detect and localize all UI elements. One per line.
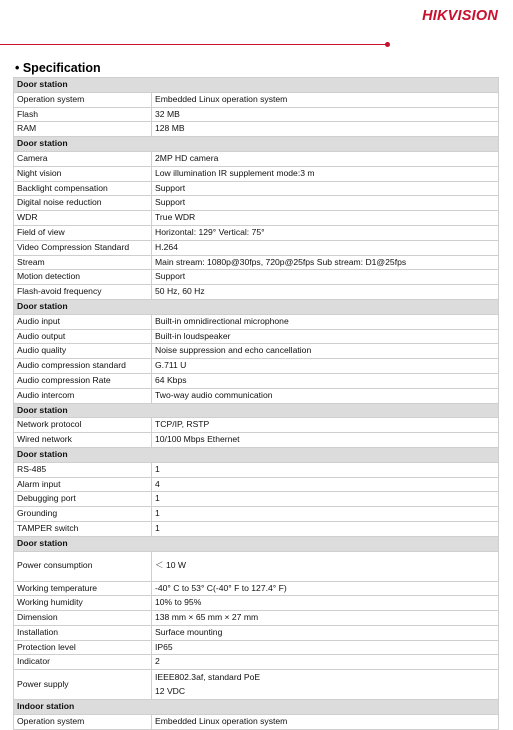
spec-key: Audio compression Rate <box>14 373 152 388</box>
spec-key: Audio input <box>14 314 152 329</box>
section-header-row <box>14 137 499 152</box>
spec-key: Video Compression Standard <box>14 240 152 255</box>
spec-value: Main stream: 1080p@30fps, 720p@25fps Sub stream: D1@25fps <box>152 255 499 270</box>
spec-value: Surface mounting <box>152 625 499 640</box>
spec-key: Operation system <box>14 715 152 730</box>
spec-key: Power consumption <box>14 551 152 581</box>
spec-row <box>14 596 499 611</box>
spec-row <box>14 166 499 181</box>
section-header: Door station <box>14 536 499 551</box>
spec-value: ＜ 10 W <box>152 551 499 581</box>
spec-value: Embedded Linux operation system <box>152 715 499 730</box>
spec-key: Working humidity <box>14 596 152 611</box>
spec-key: Digital noise reduction <box>14 196 152 211</box>
spec-row <box>14 521 499 536</box>
spec-key: Audio output <box>14 329 152 344</box>
spec-row <box>14 225 499 240</box>
spec-row <box>14 240 499 255</box>
spec-row <box>14 625 499 640</box>
spec-value: 1 <box>152 462 499 477</box>
header-rule <box>0 44 386 45</box>
spec-key: Audio compression standard <box>14 359 152 374</box>
spec-value <box>152 670 499 700</box>
spec-value: Noise suppression and echo cancellation <box>152 344 499 359</box>
spec-key: Debugging port <box>14 492 152 507</box>
spec-key: WDR <box>14 211 152 226</box>
spec-key: Camera <box>14 151 152 166</box>
spec-key: Indicator <box>14 655 152 670</box>
section-header-row <box>14 536 499 551</box>
section-header-row <box>14 299 499 314</box>
spec-row <box>14 418 499 433</box>
spec-value: 128 MB <box>152 122 499 137</box>
spec-value: Built-in omnidirectional microphone <box>152 314 499 329</box>
spec-key: Audio quality <box>14 344 152 359</box>
spec-key: RS-485 <box>14 462 152 477</box>
spec-row <box>14 122 499 137</box>
spec-value: Embedded Linux operation system <box>152 92 499 107</box>
spec-value: H.264 <box>152 240 499 255</box>
specification-table <box>13 77 499 730</box>
spec-key: Motion detection <box>14 270 152 285</box>
spec-row <box>14 285 499 300</box>
spec-row <box>14 211 499 226</box>
section-header-row <box>14 78 499 93</box>
spec-key: Power supply <box>14 670 152 700</box>
spec-value-line: IEEE802.3af, standard PoE <box>155 671 261 682</box>
spec-row <box>14 181 499 196</box>
spec-row <box>14 655 499 670</box>
spec-row <box>14 507 499 522</box>
spec-row <box>14 196 499 211</box>
section-header: Door station <box>14 403 499 418</box>
spec-key: Field of view <box>14 225 152 240</box>
spec-row <box>14 107 499 122</box>
spec-value: Horizontal: 129° Vertical: 75° <box>152 225 499 240</box>
spec-value: G.711 U <box>152 359 499 374</box>
spec-row <box>14 640 499 655</box>
spec-key: Wired network <box>14 433 152 448</box>
section-header-row <box>14 403 499 418</box>
section-header: Door station <box>14 78 499 93</box>
spec-value: 4 <box>152 477 499 492</box>
spec-value: Support <box>152 270 499 285</box>
spec-row <box>14 388 499 403</box>
spec-value: Two-way audio communication <box>152 388 499 403</box>
spec-row <box>14 255 499 270</box>
spec-row <box>14 433 499 448</box>
spec-value: 10/100 Mbps Ethernet <box>152 433 499 448</box>
spec-row <box>14 492 499 507</box>
spec-key: Alarm input <box>14 477 152 492</box>
spec-value: 10% to 95% <box>152 596 499 611</box>
spec-value: True WDR <box>152 211 499 226</box>
spec-key: Stream <box>14 255 152 270</box>
section-header: Door station <box>14 299 499 314</box>
spec-value: Built-in loudspeaker <box>152 329 499 344</box>
section-header: Door station <box>14 447 499 462</box>
spec-row <box>14 359 499 374</box>
header-rule-dot <box>385 42 390 47</box>
spec-row <box>14 477 499 492</box>
spec-key: Flash-avoid frequency <box>14 285 152 300</box>
spec-row <box>14 329 499 344</box>
spec-row <box>14 151 499 166</box>
spec-value: -40° C to 53° C(-40° F to 127.4° F) <box>152 581 499 596</box>
section-header: Door station <box>14 137 499 152</box>
section-header-row <box>14 700 499 715</box>
spec-row <box>14 462 499 477</box>
spec-value: Support <box>152 181 499 196</box>
spec-key: Installation <box>14 625 152 640</box>
spec-value: 1 <box>152 521 499 536</box>
spec-value: 1 <box>152 492 499 507</box>
spec-row <box>14 373 499 388</box>
page-title: • Specification <box>15 61 101 75</box>
spec-row <box>14 314 499 329</box>
spec-key: Audio intercom <box>14 388 152 403</box>
spec-value: 32 MB <box>152 107 499 122</box>
spec-row <box>14 611 499 626</box>
spec-value: 2 <box>152 655 499 670</box>
spec-row <box>14 344 499 359</box>
spec-value: 2MP HD camera <box>152 151 499 166</box>
spec-row <box>14 581 499 596</box>
spec-value: TCP/IP, RSTP <box>152 418 499 433</box>
spec-key: Protection level <box>14 640 152 655</box>
spec-value: Low illumination IR supplement mode:3 m <box>152 166 499 181</box>
spec-row <box>14 270 499 285</box>
spec-key: RAM <box>14 122 152 137</box>
spec-key: TAMPER switch <box>14 521 152 536</box>
spec-key: Dimension <box>14 611 152 626</box>
spec-row <box>14 92 499 107</box>
spec-value: 64 Kbps <box>152 373 499 388</box>
spec-value: 1 <box>152 507 499 522</box>
spec-value: IP65 <box>152 640 499 655</box>
spec-key: Backlight compensation <box>14 181 152 196</box>
spec-value-line: 12 VDC <box>155 685 186 696</box>
spec-row <box>14 551 499 581</box>
spec-key: Night vision <box>14 166 152 181</box>
section-header: Indoor station <box>14 700 499 715</box>
section-header-row <box>14 447 499 462</box>
spec-value: Support <box>152 196 499 211</box>
spec-key: Flash <box>14 107 152 122</box>
spec-row <box>14 715 499 730</box>
spec-key: Grounding <box>14 507 152 522</box>
spec-value: 138 mm × 65 mm × 27 mm <box>152 611 499 626</box>
brand-logo: HIKVISION <box>422 8 498 24</box>
spec-key: Working temperature <box>14 581 152 596</box>
spec-value: 50 Hz, 60 Hz <box>152 285 499 300</box>
spec-key: Network protocol <box>14 418 152 433</box>
spec-key: Operation system <box>14 92 152 107</box>
spec-row <box>14 670 499 700</box>
